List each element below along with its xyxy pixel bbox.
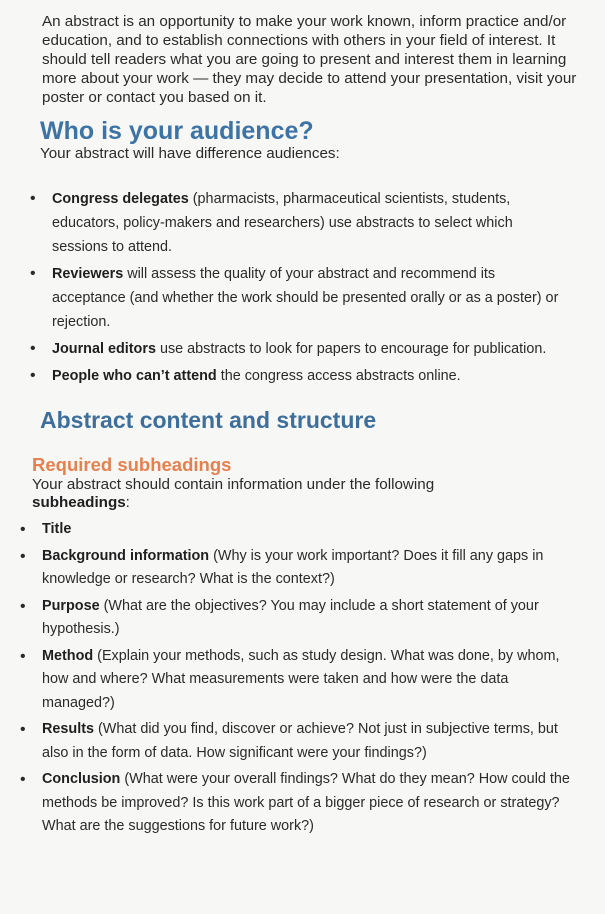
audience-intro: Your abstract will have difference audiences: (40, 145, 340, 162)
list-item (52, 262, 562, 334)
list-item (42, 718, 582, 765)
list-item (42, 768, 582, 839)
list-item (52, 337, 562, 361)
list-item-term: Method (42, 647, 94, 664)
intro-paragraph: An abstract is an opportunity to make your work known, inform practice and/or education, and to establish connections with others in your field of interest. It should tell readers what you are going to present and interest them in learning more about your work — they may decide to attend your presentation, visit your poster or contact you based on it. (42, 13, 577, 106)
list-item-term: Purpose (42, 597, 100, 614)
content-intro-bold: subheadings (32, 494, 126, 511)
list-item-text: (What are the objectives? You may include a short statement of your hypothesis.) (42, 597, 539, 637)
list-item (42, 645, 582, 716)
list-item-term: Conclusion (42, 771, 121, 787)
subheadings-list (0, 518, 605, 839)
content-heading: Abstract content and structure (40, 407, 377, 433)
content-intro-colon: : (125, 494, 130, 511)
list-item (42, 545, 582, 592)
content-intro (32, 476, 452, 512)
list-item (42, 518, 582, 542)
list-item-text: the congress access abstracts online. (216, 368, 461, 384)
list-item (52, 364, 562, 388)
list-item-term: Results (42, 721, 94, 737)
list-item-text: (Why is your work important? Does it fill any gaps in knowledge or research? What is the context?) (42, 547, 544, 587)
list-item-text: (What did you find, discover or achieve? Not just in subjective terms, but also in the form of data. How significant were your findings?) (42, 721, 558, 761)
list-item-term: Journal editors (52, 341, 156, 357)
list-item-text: will assess the quality of your abstract and recommend its acceptance (and whether the work should be presented orally or as a poster) or rejection. (52, 266, 559, 330)
required-subheadings-heading: Required subheadings (32, 454, 232, 475)
audience-heading: Who is your audience? (40, 117, 314, 145)
list-item-term: Title (42, 521, 72, 537)
audience-list (0, 187, 605, 388)
list-item-term: Reviewers (52, 266, 124, 282)
list-item-text: (pharmacists, pharmaceutical scientists, students, educators, policy-makers and researchers) use abstracts to select which sessions to attend. (52, 191, 513, 255)
list-item-text: use abstracts to look for papers to encourage for publication. (155, 341, 547, 357)
list-item-text: (Explain your methods, such as study design. What was done, by whom, how and where? What measurements were taken and how were the data managed?) (42, 647, 560, 711)
list-item (42, 595, 582, 642)
list-item-text: (What were your overall findings? What do they mean? How could the methods be improved? Is this work part of a bigger piece of research or strategy? What are the suggestions for future work?) (42, 771, 570, 834)
list-item-term: People who can’t attend (52, 368, 217, 384)
list-item (52, 187, 562, 259)
list-item-term: Congress delegates (52, 191, 189, 207)
content-intro-text: Your abstract should contain information under the following (32, 476, 435, 493)
list-item-term: Background information (42, 547, 210, 564)
